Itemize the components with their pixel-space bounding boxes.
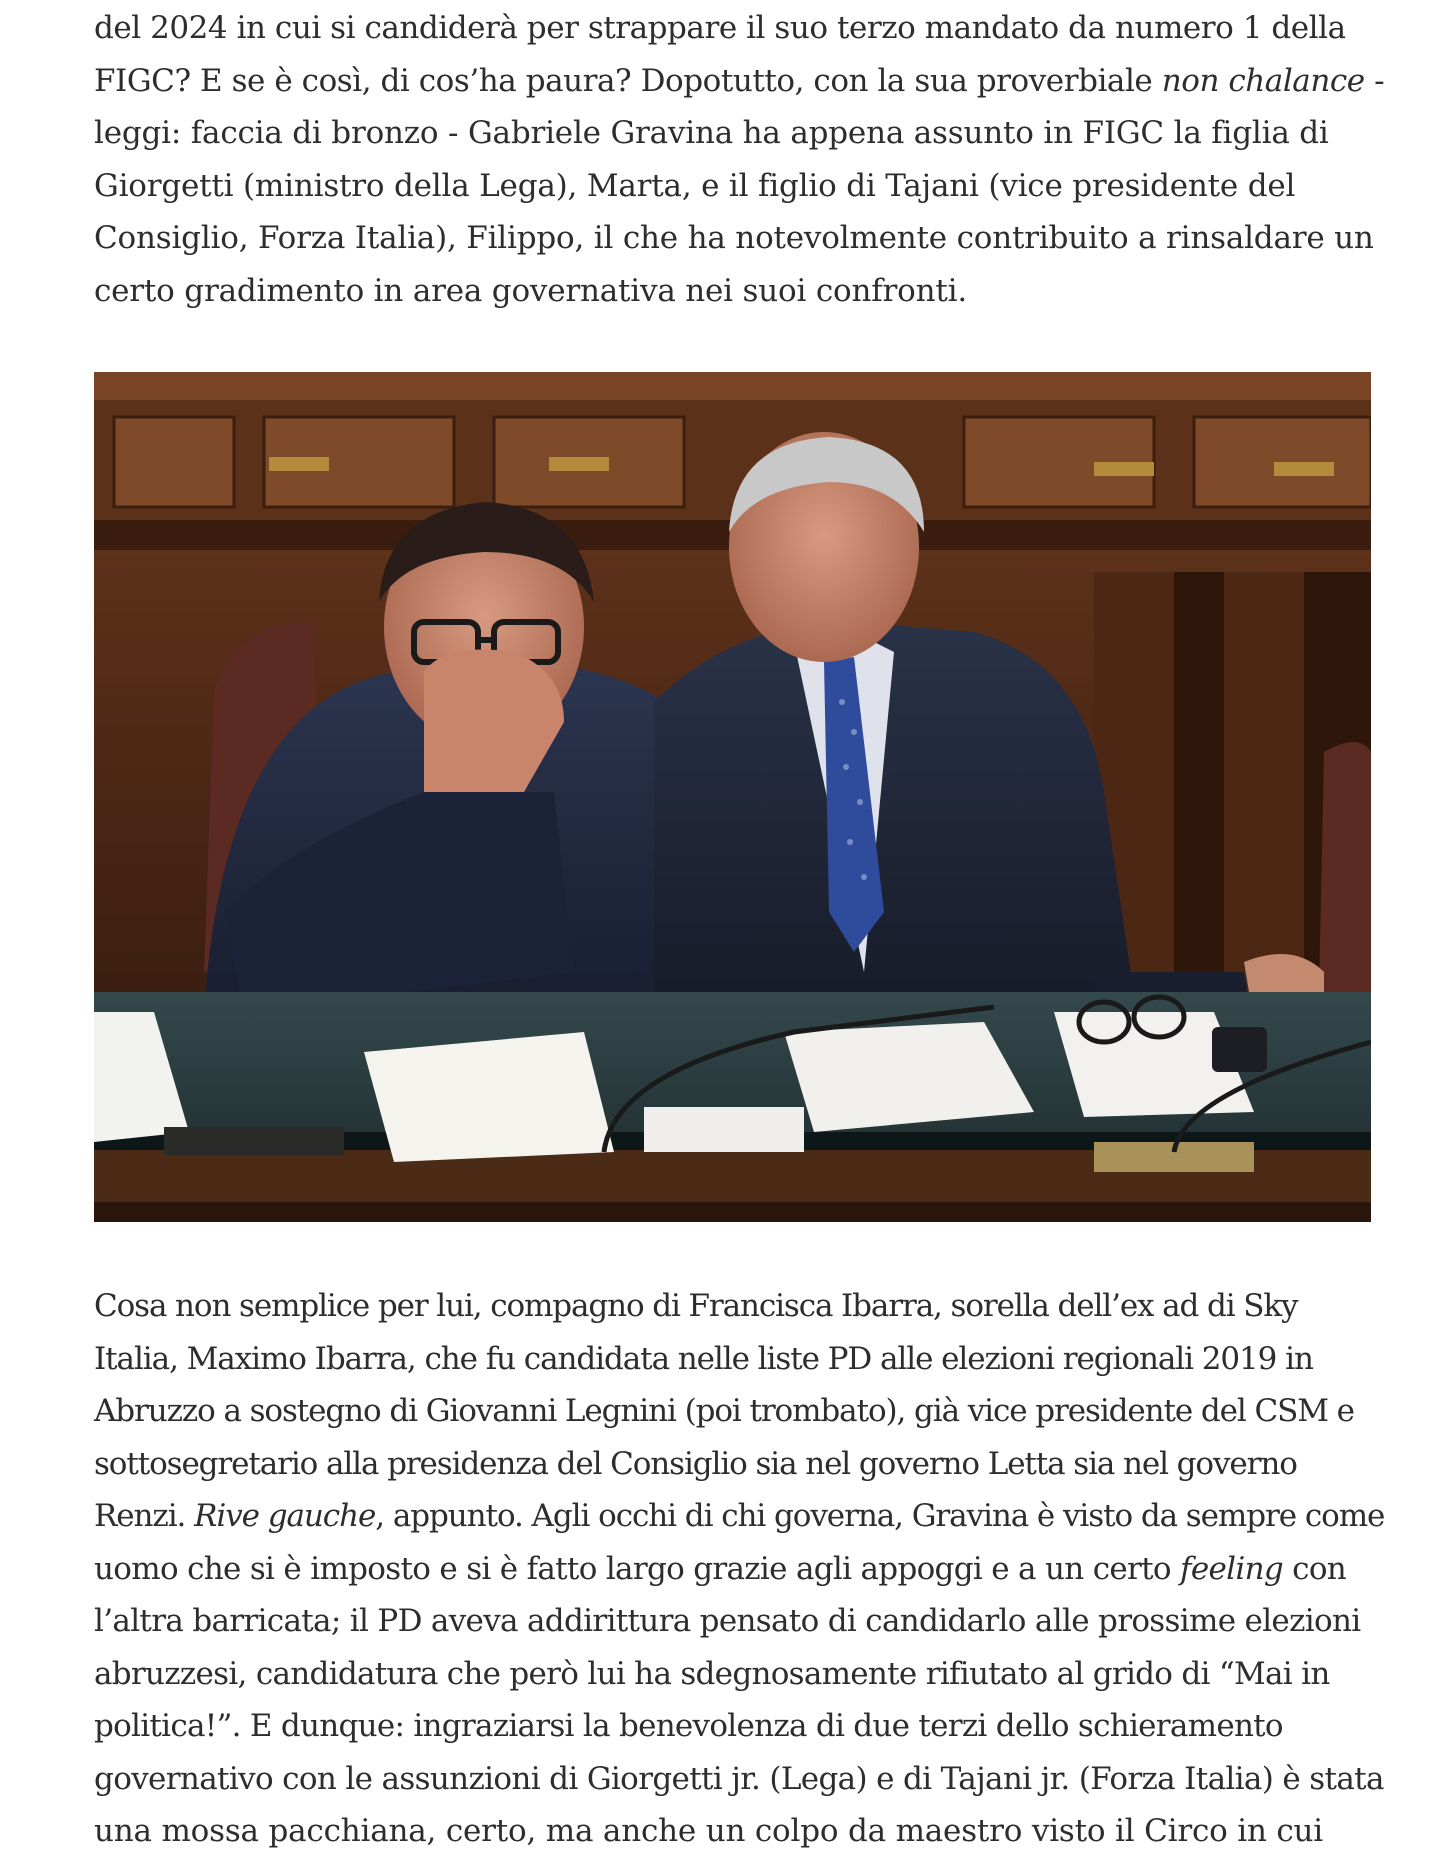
italic-phrase: Rive gauche xyxy=(194,1498,376,1534)
text-line: FIGC? E se è così, di cos’ha paura? Dopotutto, con la sua proverbiale non chalance - xyxy=(94,62,1385,99)
text-line: Renzi. Rive gauche, appunto. Agli occhi di chi governa, Gravina è visto da sempre come xyxy=(94,1498,1385,1534)
text-line: certo gradimento in area governativa nei suoi confronti. xyxy=(94,272,967,309)
text-line: leggi: faccia di bronzo - Gabriele Gravina ha appena assunto in FIGC la figlia di xyxy=(94,115,1329,151)
text-line: Italia, Maximo Ibarra, che fu candidata nelle liste PD alle elezioni regionali 2019 in xyxy=(94,1340,1313,1377)
text-line: uomo che si è imposto e si è fatto largo grazie agli appoggi e a un certo feeling con xyxy=(94,1550,1347,1587)
article-paragraph xyxy=(94,2,1384,317)
text-line: sottosegretario alla presidenza del Consiglio sia nel governo Letta sia nel governo xyxy=(94,1445,1297,1482)
text-line: una mossa pacchiana, certo, ma anche un colpo da maestro visto il Circo in cui xyxy=(94,1813,1324,1849)
text-line: Abruzzo a sostegno di Giovanni Legnini (poi trombato), già vice presidente del CSM e xyxy=(94,1393,1354,1429)
text-line: abruzzesi, candidatura che però lui ha sdegnosamente rifiutato al grido di “Mai in xyxy=(94,1655,1330,1692)
text-line: del 2024 in cui si candiderà per strappare il suo terzo mandato da numero 1 della xyxy=(94,10,1346,46)
article-paragraph xyxy=(94,1280,1384,1858)
article-photo xyxy=(94,372,1371,1222)
italic-phrase: non chalance xyxy=(1161,62,1365,99)
text-line: Giorgetti (ministro della Lega), Marta, e il figlio di Tajani (vice presidente del xyxy=(94,167,1296,204)
text-line: Cosa non semplice per lui, compagno di Francisca Ibarra, sorella dell’ex ad di Sky xyxy=(94,1288,1298,1324)
parliament-photo-icon xyxy=(94,372,1371,1222)
text-line: governativo con le assunzioni di Giorgetti jr. (Lega) e di Tajani jr. (Forza Italia) è stata xyxy=(94,1760,1384,1797)
italic-phrase: feeling xyxy=(1180,1550,1283,1587)
text-line: politica!”. E dunque: ingraziarsi la benevolenza di due terzi dello schieramento xyxy=(94,1708,1283,1744)
text-line: l’altra barricata; il PD aveva addirittura pensato di candidarlo alle prossime elezioni xyxy=(94,1603,1361,1639)
text-line: Consiglio, Forza Italia), Filippo, il che ha notevolmente contribuito a rinsaldare un xyxy=(94,220,1374,256)
